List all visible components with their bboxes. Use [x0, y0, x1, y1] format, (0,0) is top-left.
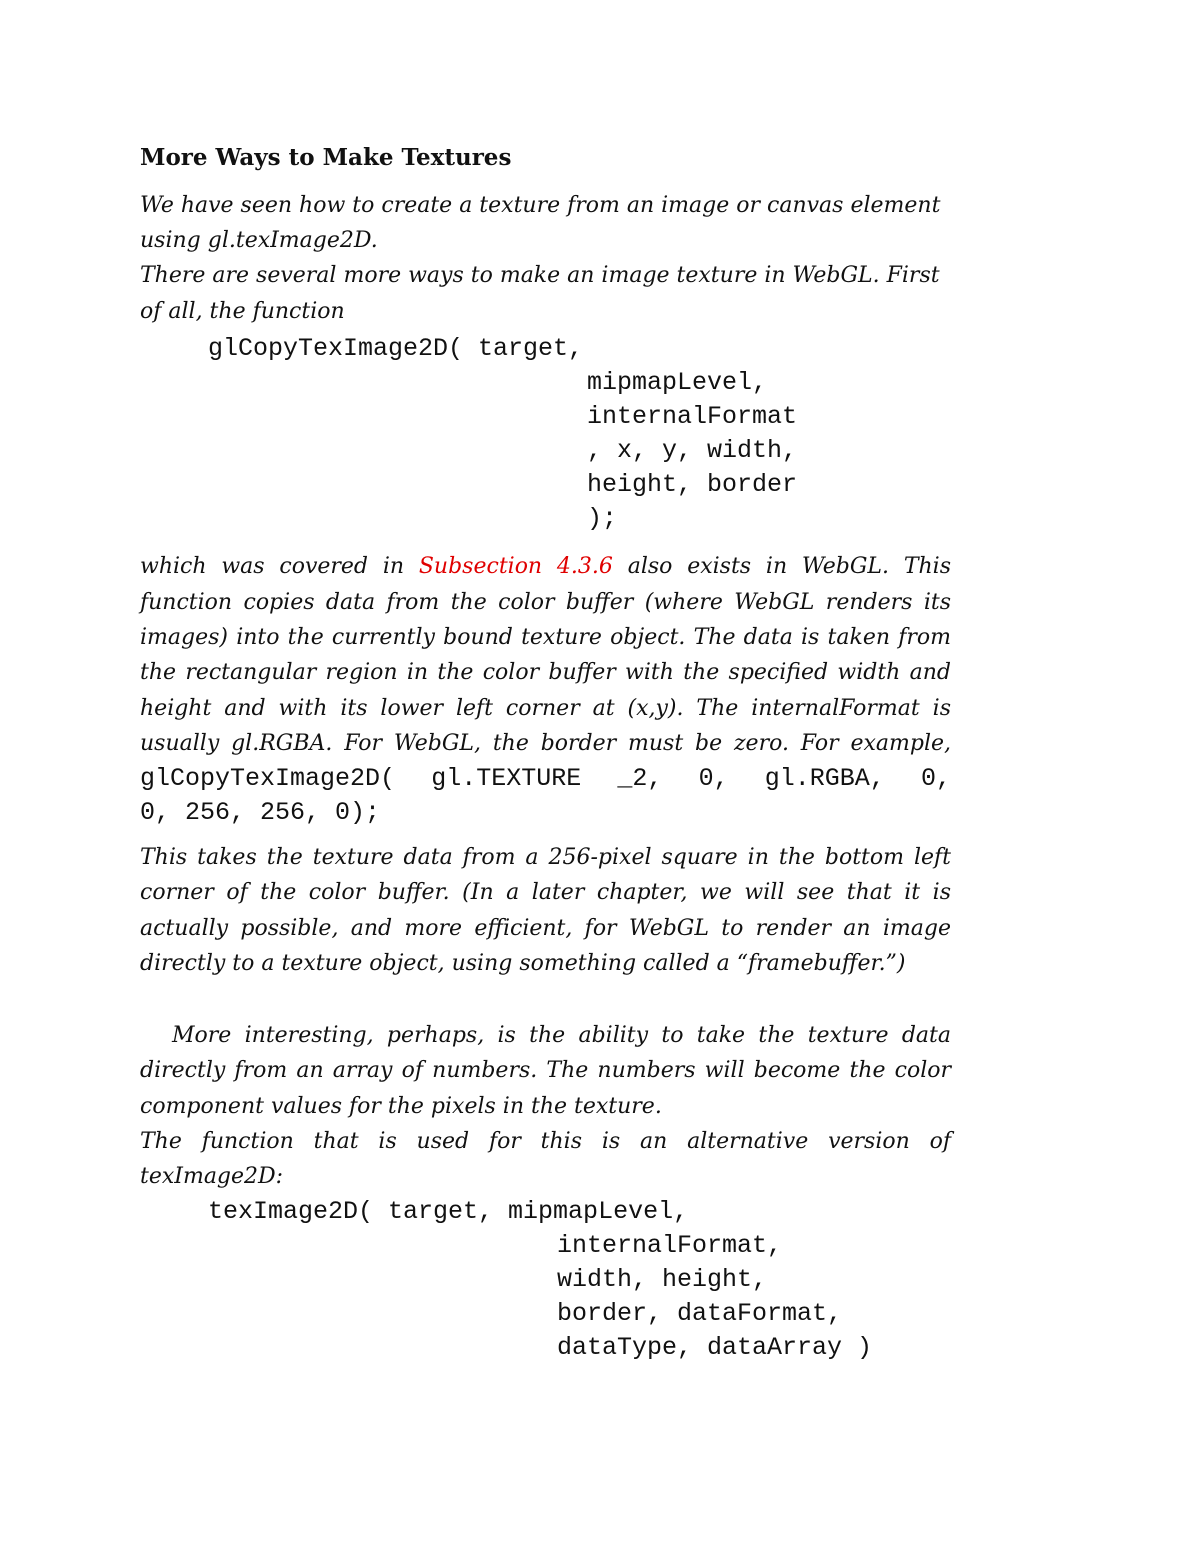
para3-line-4: directly to a texture object, using something called a “framebuffer.”) [140, 951, 906, 976]
para3-line-3: actually possible, and more efficient, for WebGL to render an image [140, 916, 951, 941]
para2-text: also exists in WebGL. This [627, 554, 952, 579]
inline-code-line-2: 0, 256, 256, 0); [140, 798, 381, 827]
code-line: width, height, [557, 1265, 768, 1294]
intro-line-4: of all, the function [140, 299, 345, 324]
para2-line-4: the rectangular region in the color buffer with the specified width and [140, 660, 951, 685]
para2-line-3: images) into the currently bound texture object. The data is taken from [140, 625, 951, 650]
para2-line-5: height and with its lower left corner at (x,y). The internalFormat is [140, 696, 951, 721]
para4-line-5: texImage2D: [140, 1164, 284, 1189]
para4-line-3: component values for the pixels in the texture. [140, 1094, 662, 1119]
para2-line-6: usually gl.RGBA. For WebGL, the border must be zero. For example, [140, 731, 951, 756]
inline-code-line-1: glCopyTexImage2D( gl.TEXTURE _2, 0, gl.RGBA, 0, [140, 764, 951, 793]
code-line: glCopyTexImage2D( target, [208, 334, 584, 363]
para4-line-2: directly from an array of numbers. The numbers will become the color [140, 1058, 951, 1083]
para2-line-2: function copies data from the color buffer (where WebGL renders its [140, 590, 951, 615]
code-line: , x, y, width, [587, 436, 798, 465]
intro-line-1: We have seen how to create a texture from an image or canvas element [140, 193, 941, 218]
code-line: mipmapLevel, [587, 368, 768, 397]
code-line: height, border [587, 470, 798, 499]
para2-text: which was covered in [140, 554, 405, 579]
code-line: dataType, dataArray ) [557, 1333, 873, 1362]
intro-line-2: using gl.texImage2D. [140, 228, 378, 253]
para4-line-1: More interesting, perhaps, is the ability to take the texture data [172, 1023, 951, 1048]
code-line: internalFormat [587, 402, 798, 431]
para2-line-1 [140, 550, 951, 584]
subsection-link[interactable]: Subsection 4.3.6 [418, 554, 613, 579]
para3-line-1: This takes the texture data from a 256-pixel square in the bottom left [140, 845, 951, 870]
code-line: border, dataFormat, [557, 1299, 843, 1328]
code-line: texImage2D( target, mipmapLevel, [208, 1197, 689, 1226]
para3-line-2: corner of the color buffer. (In a later chapter, we will see that it is [140, 880, 951, 905]
page-title: More Ways to Make Textures [140, 144, 512, 171]
code-line: ); [587, 504, 618, 533]
code-line: internalFormat, [557, 1231, 783, 1260]
para4-line-4: The function that is used for this is an alternative version of [140, 1129, 951, 1154]
intro-line-3: There are several more ways to make an image texture in WebGL. First [140, 263, 940, 288]
